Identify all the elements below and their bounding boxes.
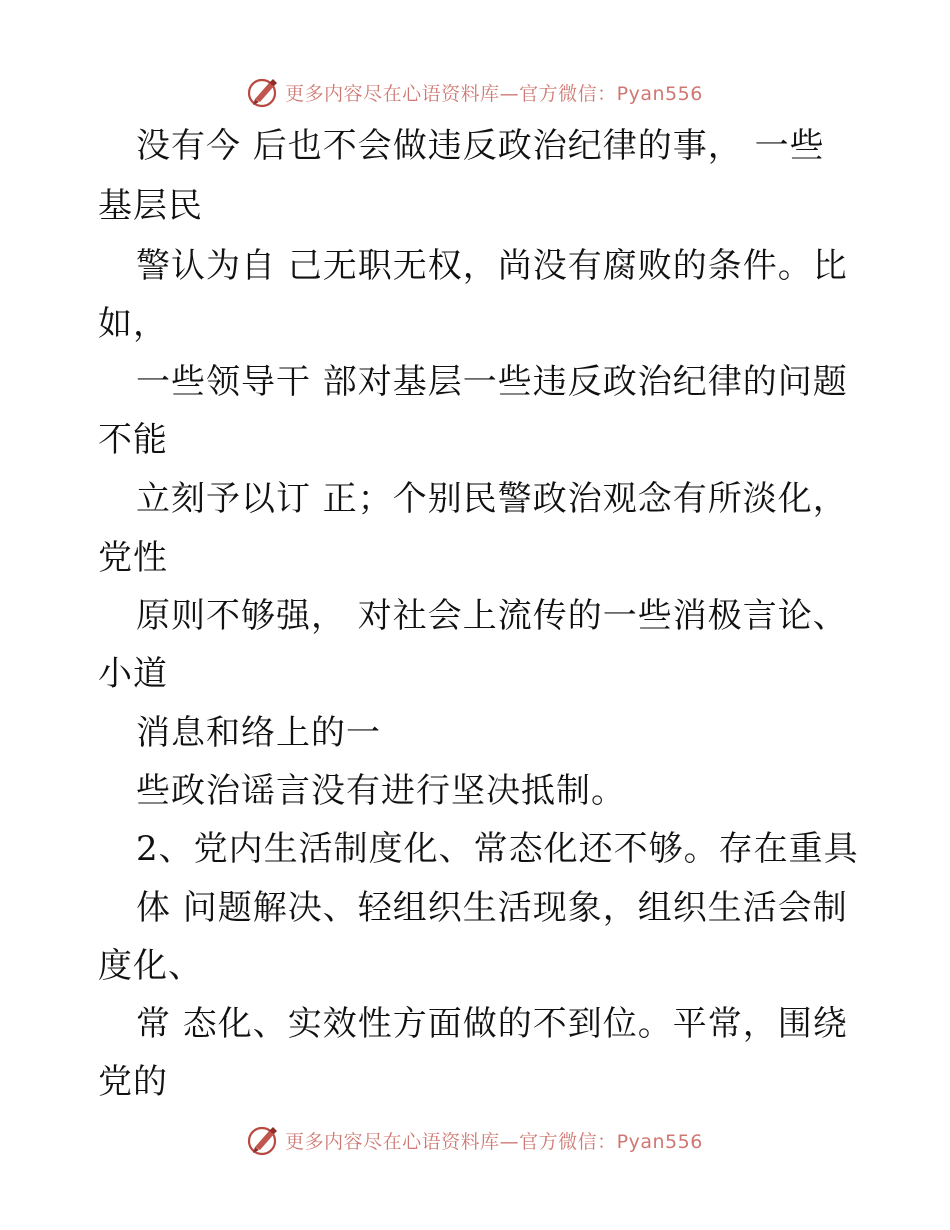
text-line: 2、党内生活制度化、常态化还不够。存在重具	[136, 829, 859, 869]
text-line: 一些领导干 部对基层一些违反政治纪律的问题	[136, 362, 848, 402]
pen-logo-icon	[247, 75, 281, 109]
text-line: 度化、	[98, 946, 203, 986]
footer-watermark-text: 更多内容尽在心语资料库—官方微信：Pyan556	[285, 1130, 703, 1153]
text-line: 基层民	[98, 186, 203, 226]
text-line: 消息和络上的一	[136, 713, 381, 753]
text-line: 体 问题解决、轻组织生活现象，组织生活会制	[136, 888, 848, 928]
text-line: 不能	[98, 420, 168, 460]
pen-logo-icon	[247, 1123, 281, 1157]
footer-watermark-banner	[0, 1120, 950, 1160]
text-line: 立刻予以订 正；个别民警政治观念有所淡化，	[136, 479, 848, 519]
header-watermark-text: 更多内容尽在心语资料库—官方微信：Pyan556	[285, 82, 703, 105]
text-line: 党的	[98, 1062, 168, 1102]
text-line: 如，	[98, 304, 168, 344]
text-line: 党性	[98, 538, 168, 578]
header-watermark-banner	[0, 72, 950, 112]
text-line: 些政治谣言没有进行坚决抵制。	[136, 771, 626, 811]
text-line: 原则不够强， 对社会上流传的一些消极言论、	[136, 596, 848, 636]
text-line: 小道	[98, 654, 168, 694]
text-line: 没有今 后也不会做违反政治纪律的事， 一些	[136, 126, 825, 166]
text-line: 警认为自 己无职无权，尚没有腐败的条件。比	[136, 246, 848, 286]
text-line: 常 态化、实效性方面做的不到位。平常，围绕	[136, 1004, 848, 1044]
